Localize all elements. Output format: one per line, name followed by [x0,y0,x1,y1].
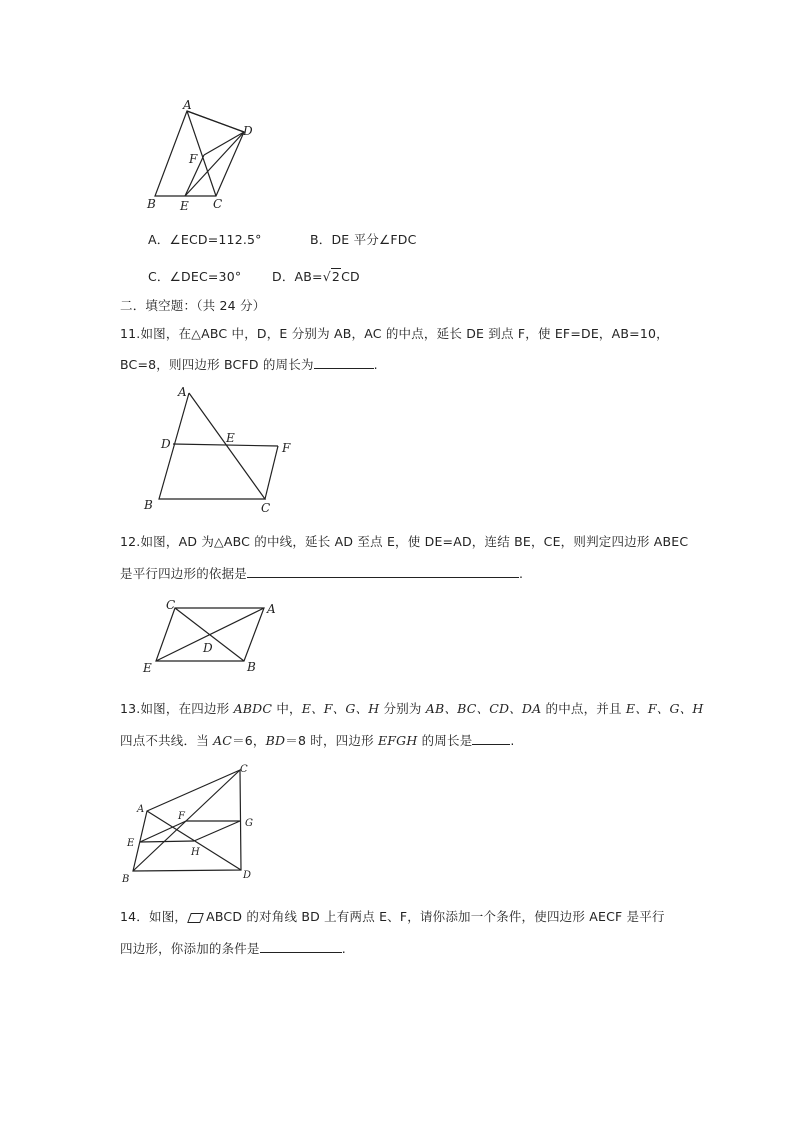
q13-l2b: AC [213,733,233,748]
q12-label-B: B [247,660,256,674]
q10-label-C: C [213,197,223,211]
q14-line2 [120,939,346,957]
q13-label-H: H [191,847,200,858]
q13-l2f: EFGH [377,733,418,748]
q13-label-A: A [137,804,145,815]
q13-l2c: ＝6， [232,733,266,748]
q14-line1 [120,907,665,925]
q10-parallelogram [155,111,244,196]
q10-line-AD [187,111,244,132]
q13-label-F: F [178,811,185,822]
q13-l2g: 的周长是 [417,733,473,748]
q13-answer-blank[interactable] [472,732,510,745]
q10-option-d [272,267,360,285]
q11-line-FC [265,446,278,499]
q11-label-C: C [261,501,271,515]
q13-l1f: AB、BC、CD、DA [425,701,542,716]
q12-label-C: C [166,598,176,612]
q13-figure [115,760,275,888]
q11-line2-text: BC=8，则四边形 BCFD 的周长为 [120,357,314,372]
q14-l2a: 四边形，你添加的条件是 [120,941,260,956]
q13-line2 [120,731,515,749]
q12-line2-text: 是平行四边形的依据是 [120,566,248,581]
q13-label-C: C [240,764,248,775]
q13-l1a: 13.如图，在四边形 [120,701,234,716]
q13-line1 [120,699,703,717]
q11-end: . [373,357,378,372]
q10-label-D: D [243,124,253,138]
parallelogram-icon [187,913,204,923]
q10-label-F: F [189,152,198,166]
q10-option-b: B．DE 平分∠FDC [310,232,417,247]
q11-label-E: E [226,431,235,445]
q14-l1a: 14．如图， [120,909,188,924]
q10-option-a: A．∠ECD=112.5° [148,232,262,247]
section-2-heading: 二．填空题：（共 24 分） [120,298,266,313]
q13-l1e: 分别为 [379,701,426,716]
q10-label-A: A [183,98,192,112]
q11-answer-blank[interactable] [314,356,374,369]
q10-label-B: B [147,197,156,211]
q13-l2d: BD [265,733,286,748]
q13-label-B: B [122,874,130,885]
q10-option-c: C．∠DEC=30° [148,269,242,284]
q14-l1b: ABCD 的对角线 BD 上有两点 E、F，请你添加一个条件，使四边形 AECF 是平行 [206,909,665,924]
q14-answer-blank[interactable] [260,940,342,953]
q10-option-d-suffix: CD [341,269,360,284]
q13-l1c: 中， [272,701,302,716]
q13-line-GH [194,821,240,841]
q13-l1h: E、F、G、H [625,701,704,716]
q12-label-E: E [143,661,152,675]
q12-figure [138,595,288,677]
q13-l1g: 的中点，并且 [541,701,626,716]
q13-l2e: ＝8 时，四边形 [285,733,378,748]
q13-label-G: G [245,818,253,829]
q13-l1b: ABDC [233,701,273,716]
q12-end: . [519,566,524,581]
q13-line-HE [140,841,194,842]
q12-line2 [120,564,523,582]
q14-end: . [341,941,346,956]
q10-label-E: E [180,199,189,213]
q10-option-d-prefix: D．AB= [272,269,323,284]
q12-line1: 12.如图，AD 为△ABC 的中线，延长 AD 至点 E，使 DE=AD，连结 BE，CE，则判定四边形 ABEC [120,534,689,549]
q11-label-D: D [161,437,171,451]
q13-label-E: E [127,838,135,849]
q11-line2 [120,355,378,373]
sqrt-radicand: 2 [331,269,341,284]
q11-figure [140,380,310,515]
sqrt-symbol: √2 [322,269,341,284]
q12-answer-blank[interactable] [247,565,519,578]
q13-l2a: 四点不共线．当 [120,733,214,748]
q11-label-F: F [282,441,291,455]
q10-line-FD [204,132,244,155]
q11-line1: 11.如图，在△ABC 中，D，E 分别为 AB，AC 的中点，延长 DE 到点 F，使 EF=DE，AB=10， [120,326,669,341]
q13-end: . [510,733,515,748]
q12-label-D: D [203,641,213,655]
q13-l1d: E、F、G、H [301,701,380,716]
q12-label-A: A [267,602,276,616]
q10-figure [140,95,270,220]
q11-label-B: B [144,498,153,512]
q13-label-D: D [243,870,252,881]
q11-label-A: A [178,385,187,399]
